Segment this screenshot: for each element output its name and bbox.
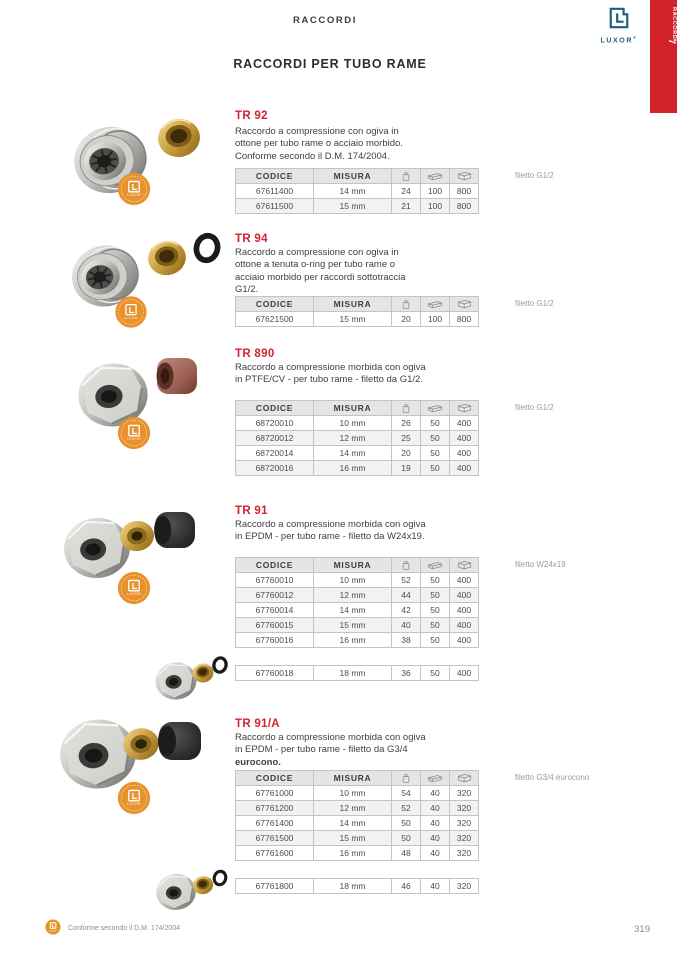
thread-spec-tr91a: filetto G3/4 eurocono [515,773,590,782]
misura-cell: 15 mm [314,831,392,846]
carton-cell: 400 [450,603,479,618]
carton-cell: 800 [450,312,479,327]
carton-cell: 400 [450,633,479,648]
misura-cell: 16 mm [314,461,392,476]
table-header-row [236,297,479,312]
misura-cell: 14 mm [314,603,392,618]
carton-cell: 400 [450,446,479,461]
weight-icon [392,558,421,573]
codice-cell: 67761200 [236,801,314,816]
brand-logo [599,7,639,44]
thread-spec-tr94: filetto G1/2 [515,299,554,308]
codice-cell: 68720014 [236,446,314,461]
pack-cell: 50 [421,666,450,681]
misura-cell: 14 mm [314,446,392,461]
weight-cell: 25 [392,431,421,446]
footer-luxor-badge-icon [45,919,61,940]
misura-column-header: MISURA [314,169,392,184]
pack-icon [421,771,450,786]
table-row [236,786,479,801]
codice-cell: 68720012 [236,431,314,446]
table-header-row [236,558,479,573]
misura-cell: 14 mm [314,184,392,199]
table-header-row [236,169,479,184]
weight-cell: 26 [392,416,421,431]
misura-cell: 16 mm [314,633,392,648]
pack-cell: 50 [421,618,450,633]
codice-cell: 67760018 [236,666,314,681]
footer-conformity-note: Conforme secondo il D.M. 174/2004 [68,925,181,932]
weight-cell: 42 [392,603,421,618]
codice-cell: 67760014 [236,603,314,618]
pack-icon [421,169,450,184]
luxor-mark-icon [608,16,630,33]
misura-cell: 12 mm [314,431,392,446]
misura-cell: 15 mm [314,312,392,327]
codice-cell: 67761500 [236,831,314,846]
misura-cell: 15 mm [314,618,392,633]
codice-cell: 67621500 [236,312,314,327]
pack-icon [421,401,450,416]
weight-cell: 44 [392,588,421,603]
misura-column-header: MISURA [314,401,392,416]
carton-cell: 400 [450,416,479,431]
weight-cell: 48 [392,846,421,861]
carton-cell: 400 [450,431,479,446]
table-row [236,603,479,618]
product-photo-tr91-18mm [146,643,234,714]
weight-icon [392,401,421,416]
pack-cell: 100 [421,199,450,214]
brand-name: LUXOR® [600,35,638,45]
codice-column-header: CODICE [236,771,314,786]
pack-cell: 40 [421,879,450,894]
weight-cell: 40 [392,618,421,633]
misura-cell: 10 mm [314,786,392,801]
carton-cell: 800 [450,184,479,199]
weight-cell: 21 [392,199,421,214]
misura-cell: 14 mm [314,816,392,831]
pack-cell: 50 [421,446,450,461]
section-description-tr91: Raccordo a compressione morbida con ogiva in EPDM - per tubo rame - filetto da W24x19. [235,519,426,543]
table-row [236,446,479,461]
product-photo-tr91a [42,708,237,853]
pack-cell: 40 [421,816,450,831]
weight-icon [392,169,421,184]
pack-cell: 40 [421,801,450,816]
thread-spec-tr890: filetto G1/2 [515,403,554,412]
table-row [236,801,479,816]
table-header-row [236,401,479,416]
carton-cell: 320 [450,831,479,846]
codice-cell: 67760016 [236,633,314,648]
weight-cell: 24 [392,184,421,199]
weight-cell: 54 [392,786,421,801]
misura-cell: 10 mm [314,416,392,431]
pack-cell: 40 [421,846,450,861]
misura-cell: 16 mm [314,846,392,861]
spec-table-tr91-extra [235,665,479,681]
pack-cell: 50 [421,416,450,431]
product-photo-tr890 [55,343,215,488]
weight-cell: 36 [392,666,421,681]
table-row [236,588,479,603]
codice-cell: 67760012 [236,588,314,603]
table-row [236,816,479,831]
pack-cell: 50 [421,431,450,446]
thread-spec-tr92: filetto G1/2 [515,171,554,180]
spec-table-tr890 [235,400,479,476]
section-description-tr92: Raccordo a compressione con ogiva in ottone per tubo rame o acciaio morbido. Conforme secondo il D.M. 174/2004. [235,126,403,162]
codice-cell: 67611400 [236,184,314,199]
section-title-tr890: TR 890 [235,348,275,360]
carton-cell: 400 [450,573,479,588]
codice-column-header: CODICE [236,297,314,312]
pack-cell: 50 [421,573,450,588]
product-photo-tr92 [55,98,230,231]
carton-cell: 320 [450,846,479,861]
carton-cell: 400 [450,618,479,633]
carton-cell: 400 [450,588,479,603]
codice-cell: 67611500 [236,199,314,214]
table-row [236,416,479,431]
carton-icon [450,771,479,786]
carton-icon [450,401,479,416]
page-number: 319 [634,924,650,935]
table-row [236,831,479,846]
weight-cell: 19 [392,461,421,476]
weight-cell: 38 [392,633,421,648]
weight-icon [392,297,421,312]
carton-cell: 400 [450,461,479,476]
carton-cell: 320 [450,786,479,801]
thread-spec-tr91: filetto W24x19 [515,560,566,569]
table-row [236,633,479,648]
table-row [236,618,479,633]
pack-cell: 100 [421,184,450,199]
misura-cell: 12 mm [314,801,392,816]
carton-icon [450,169,479,184]
table-row [236,846,479,861]
section-description-tr94: Raccordo a compressione con ogiva in ottone a tenuta o-ring per tubo rame o acciaio morbido per raccordi sottotraccia G1/2. [235,247,406,296]
table-row [236,199,479,214]
breadcrumb-header: RACCORDI [293,15,357,26]
pack-cell: 50 [421,461,450,476]
spec-table-tr92 [235,168,479,214]
pack-icon [421,297,450,312]
product-photo-tr94 [55,228,230,348]
product-photo-tr91 [55,498,230,638]
chapter-tab-number: 7 [667,39,677,45]
misura-cell: 15 mm [314,199,392,214]
table-row [236,879,479,894]
section-description-tr890: Raccordo a compressione morbida con ogiva in PTFE/CV - per tubo rame - filetto da G1/2. [235,362,426,386]
pack-cell: 50 [421,633,450,648]
table-row [236,666,479,681]
carton-cell: 320 [450,801,479,816]
pack-cell: 40 [421,786,450,801]
pack-icon [421,558,450,573]
misura-cell: 10 mm [314,573,392,588]
codice-cell: 68720010 [236,416,314,431]
weight-cell: 20 [392,446,421,461]
weight-cell: 52 [392,801,421,816]
section-title-tr92: TR 92 [235,110,268,122]
misura-cell: 12 mm [314,588,392,603]
spec-table-tr91a-extra [235,878,479,894]
pack-cell: 50 [421,588,450,603]
codice-column-header: CODICE [236,558,314,573]
codice-cell: 67761400 [236,816,314,831]
pack-cell: 50 [421,603,450,618]
product-photo-tr91a-18mm [146,860,234,923]
codice-column-header: CODICE [236,169,314,184]
table-row [236,461,479,476]
codice-cell: 67761000 [236,786,314,801]
spec-table-tr91 [235,557,479,648]
misura-column-header: MISURA [314,771,392,786]
table-row [236,431,479,446]
pack-cell: 40 [421,831,450,846]
carton-cell: 400 [450,666,479,681]
section-title-tr94: TR 94 [235,233,268,245]
misura-column-header: MISURA [314,558,392,573]
table-header-row [236,771,479,786]
misura-cell: 18 mm [314,879,392,894]
codice-cell: 67760010 [236,573,314,588]
section-description-tr91a: Raccordo a compressione morbida con ogiva in EPDM - per tubo rame - filetto da G3/4 eurocono. [235,732,426,768]
chapter-tab-label: RACCORDI [671,7,677,42]
table-row [236,573,479,588]
svg-text:LUXOR: LUXOR [49,930,57,933]
weight-cell: 52 [392,573,421,588]
codice-cell: 67760015 [236,618,314,633]
weight-cell: 50 [392,816,421,831]
weight-cell: 46 [392,879,421,894]
codice-cell: 67761800 [236,879,314,894]
section-title-tr91a: TR 91/A [235,718,280,730]
misura-column-header: MISURA [314,297,392,312]
table-row [236,184,479,199]
section-title-tr91: TR 91 [235,505,268,517]
carton-cell: 320 [450,816,479,831]
spec-table-tr91a [235,770,479,861]
weight-icon [392,771,421,786]
codice-column-header: CODICE [236,401,314,416]
page-title: RACCORDI PER TUBO RAME [233,57,427,71]
carton-icon [450,297,479,312]
carton-icon [450,558,479,573]
pack-cell: 100 [421,312,450,327]
codice-cell: 67761600 [236,846,314,861]
table-row [236,312,479,327]
weight-cell: 20 [392,312,421,327]
misura-cell: 18 mm [314,666,392,681]
weight-cell: 50 [392,831,421,846]
spec-table-tr94 [235,296,479,327]
codice-cell: 68720016 [236,461,314,476]
carton-cell: 320 [450,879,479,894]
carton-cell: 800 [450,199,479,214]
